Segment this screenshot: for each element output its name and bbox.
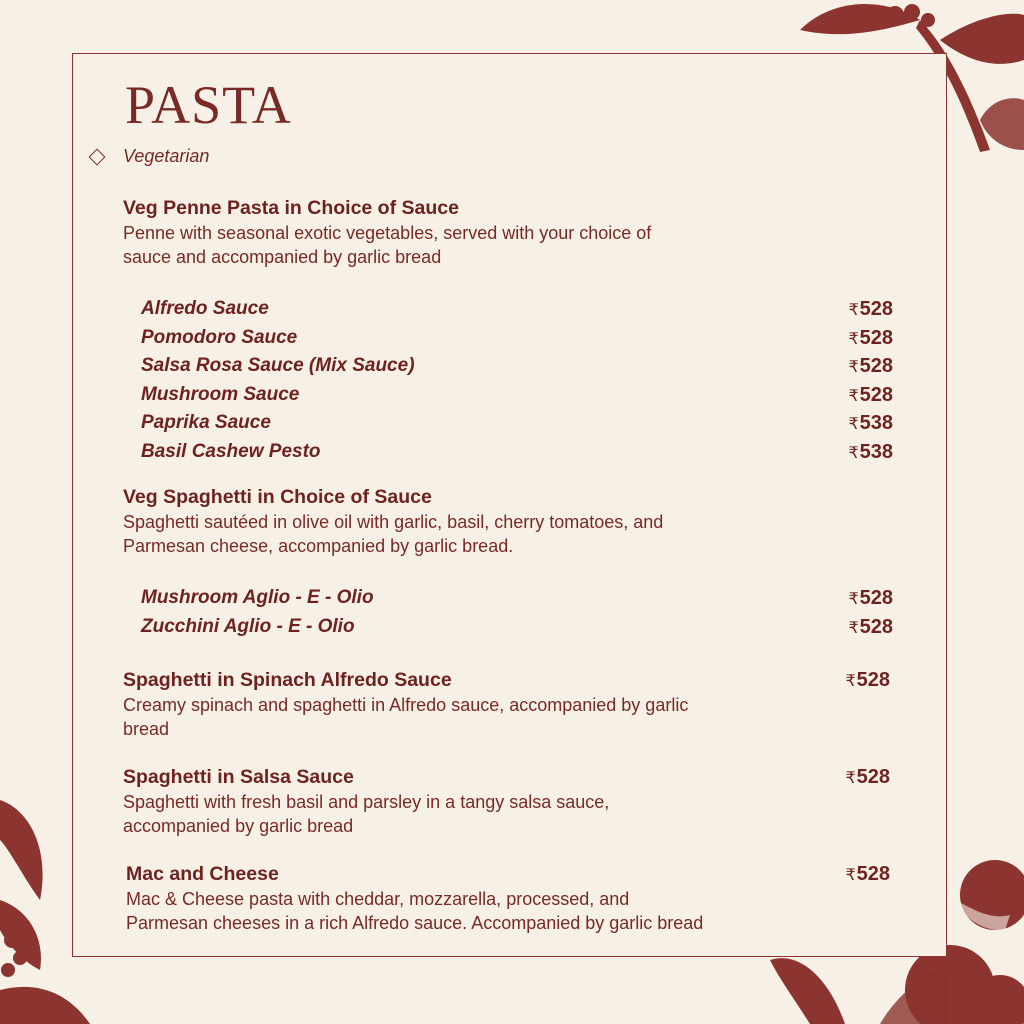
dish-description: Spaghetti with fresh basil and parsley in a tangy salsa sauce, accompanied by garlic bread bbox=[123, 792, 610, 836]
dish-salsa-sauce bbox=[123, 765, 893, 838]
dish-name: Veg Penne Pasta in Choice of Sauce bbox=[123, 197, 459, 219]
option-price: ₹528 bbox=[848, 326, 893, 349]
menu-card bbox=[72, 53, 947, 957]
dish-description: Mac & Cheese pasta with cheddar, mozzarella, processed, and Parmesan cheeses in a rich Alfredo sauce. Accompanied by garlic bread bbox=[126, 889, 704, 933]
dish-veg-penne bbox=[123, 196, 893, 269]
dish-name: Veg Spaghetti in Choice of Sauce bbox=[123, 486, 432, 508]
option-price: ₹528 bbox=[848, 298, 893, 320]
option-row bbox=[141, 440, 891, 469]
option-row bbox=[141, 354, 891, 383]
dish-name: Mac and Cheese bbox=[126, 863, 279, 885]
option-row bbox=[141, 615, 891, 644]
option-price: ₹528 bbox=[848, 587, 893, 609]
sauce-options-spaghetti bbox=[141, 586, 891, 643]
dish-name: Spaghetti in Salsa Sauce bbox=[123, 766, 354, 788]
option-name: Zucchini Aglio - E - Olio bbox=[141, 615, 355, 637]
option-row bbox=[141, 411, 891, 440]
option-price: ₹538 bbox=[848, 412, 893, 434]
dish-description: Creamy spinach and spaghetti in Alfredo sauce, accompanied by garlic bread bbox=[123, 695, 689, 739]
option-name: Mushroom Aglio - E - Olio bbox=[141, 587, 374, 608]
category-label: Vegetarian bbox=[123, 146, 210, 166]
option-name: Mushroom Sauce bbox=[141, 383, 300, 405]
dish-description: Spaghetti sautéed in olive oil with garlic, basil, cherry tomatoes, and Parmesan cheese, accompanied by garlic bread. bbox=[123, 512, 664, 556]
dish-spinach-alfredo bbox=[123, 668, 893, 741]
option-name: Pomodoro Sauce bbox=[141, 326, 298, 348]
dish-price: ₹528 bbox=[845, 863, 890, 885]
option-name: Paprika Sauce bbox=[141, 412, 271, 433]
option-name: Basil Cashew Pesto bbox=[141, 440, 321, 462]
option-row bbox=[141, 586, 891, 615]
category-line bbox=[91, 146, 209, 167]
diamond-outline-icon bbox=[89, 148, 106, 165]
dish-veg-spaghetti bbox=[123, 485, 893, 558]
option-row bbox=[141, 326, 891, 355]
option-price: ₹528 bbox=[848, 355, 893, 377]
dish-mac-and-cheese bbox=[126, 862, 896, 935]
option-price: ₹528 bbox=[848, 615, 893, 638]
option-name: Salsa Rosa Sauce (Mix Sauce) bbox=[141, 355, 415, 376]
option-row bbox=[141, 383, 891, 412]
option-price: ₹528 bbox=[848, 383, 893, 406]
dish-price: ₹528 bbox=[845, 766, 890, 788]
option-row bbox=[141, 297, 891, 326]
sauce-options-penne bbox=[141, 297, 891, 468]
option-price: ₹538 bbox=[848, 440, 893, 463]
section-title: PASTA bbox=[125, 75, 292, 135]
option-name: Alfredo Sauce bbox=[141, 298, 269, 319]
dish-description: Penne with seasonal exotic vegetables, served with your choice of sauce and accompanied by garlic bread bbox=[123, 223, 652, 267]
dish-name: Spaghetti in Spinach Alfredo Sauce bbox=[123, 669, 452, 691]
dish-price: ₹528 bbox=[845, 669, 890, 691]
